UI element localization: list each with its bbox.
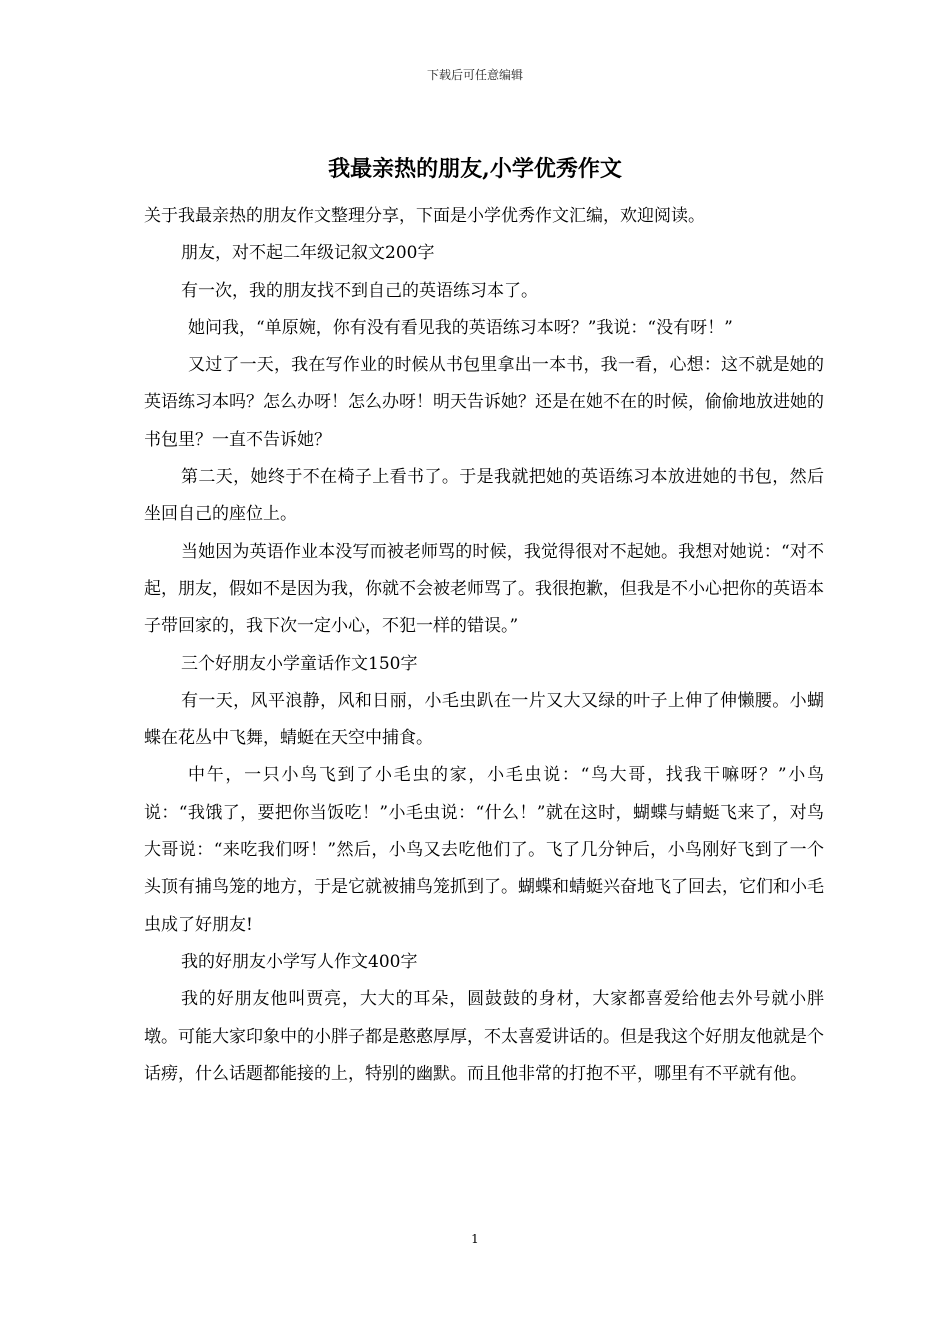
paragraph: 第二天，她终于不在椅子上看书了。于是我就把她的英语练习本放进她的书包，然后坐回自己的座位上。 bbox=[144, 467, 824, 525]
section-heading-1: 朋友，对不起二年级记叙文200字 bbox=[181, 243, 435, 264]
intro-paragraph: 关于我最亲热的朋友作文整理分享，下面是小学优秀作文汇编，欢迎阅读。 bbox=[144, 206, 705, 226]
paragraph: 当她因为英语作业本没写而被老师骂的时候，我觉得很对不起她。我想对她说：“对不起，朋友，假如不是因为我，你就不会被老师骂了。我很抱歉，但我是不小心把你的英语本子带回家的，我下次一定小心，不犯一样的错误。” bbox=[144, 541, 824, 637]
paragraph: 又过了一天，我在写作业的时候从书包里拿出一本书，我一看，心想：这不就是她的英语练习本吗？怎么办呀！怎么办呀！明天告诉她？还是在她不在的时候，偷偷地放进她的书包里？一直不告诉她？ bbox=[144, 355, 824, 450]
paragraph: 有一天，风平浪静，风和日丽，小毛虫趴在一片又大又绿的叶子上伸了伸懒腰。小蝴蝶在花丛中飞舞，蜻蜓在天空中捕食。 bbox=[144, 690, 824, 749]
page-header: 下载后可任意编辑 bbox=[426, 68, 523, 82]
paragraph: 有一次，我的朋友找不到自己的英语练习本了。 bbox=[181, 280, 538, 301]
paragraph: 中午，一只小鸟飞到了小毛虫的家，小毛虫说：“鸟大哥，找我干嘛呀？”小鸟说：“我饿了，要把你当饭吃！”小毛虫说：“什么！”就在这时，蝴蝶与蜻蜓飞来了，对鸟大哥说：“来吃我们呀！”然后，小鸟又去吃他们了。飞了几分钟后，小鸟刚好飞到了一个头顶有捕鸟笼的地方，于是它就被捕鸟笼抓到了。蝴蝶和蜻蜓兴奋地飞了回去，它们和小毛虫成了好朋友! bbox=[144, 765, 824, 935]
paragraph: 我的好朋友他叫贾亮，大大的耳朵，圆鼓鼓的身材，大家都喜爱给他去外号就小胖墩。可能大家印象中的小胖子都是憨憨厚厚，不太喜爱讲话的。但是我这个好朋友他就是个话痨，什么话题都能接的上，特别的幽默。而且他非常的打抱不平，哪里有不平就有他。 bbox=[144, 989, 824, 1084]
section-heading-3: 我的好朋友小学写人作文400字 bbox=[181, 951, 418, 972]
section-heading-2: 三个好朋友小学童话作文150字 bbox=[181, 653, 418, 674]
document-title: 我最亲热的朋友,小学优秀作文 bbox=[328, 156, 622, 182]
page-number: 1 bbox=[471, 1232, 479, 1246]
paragraph: 她问我，“单原婉，你有没有看见我的英语练习本呀？”我说：“没有呀！” bbox=[188, 317, 733, 338]
document-body bbox=[144, 198, 824, 1093]
